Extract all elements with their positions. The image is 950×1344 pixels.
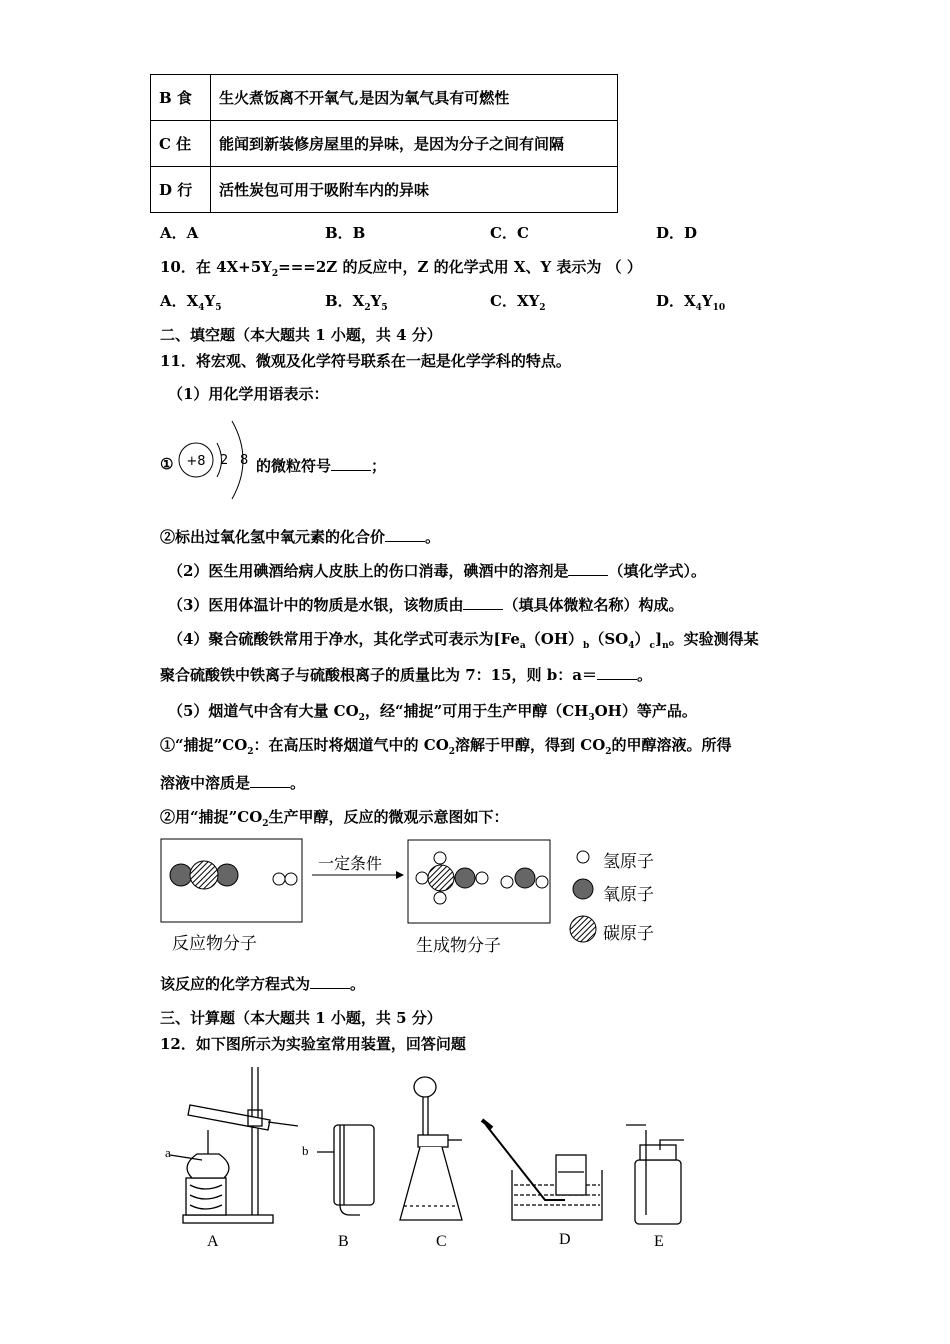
apparatus-label-c: C bbox=[436, 1233, 447, 1250]
reactant-box bbox=[161, 839, 302, 922]
shell2-count: 8 bbox=[240, 453, 249, 468]
q11-part2: （2）医生用碘酒给病人皮肤上的伤口消毒，碘酒中的溶剂是 （填化学式）。 bbox=[168, 562, 706, 580]
q10-choice-a[interactable]: A．$X_4Y_5$ bbox=[160, 292, 222, 313]
q9-choice-d[interactable]: D．D bbox=[656, 224, 698, 242]
reactant-caption: 反应物分子 bbox=[172, 934, 257, 954]
q12-stem: 12．如下图所示为实验室常用装置，回答问题 bbox=[160, 1035, 466, 1053]
q11-equation: 该反应的化学方程式为 。 bbox=[160, 975, 366, 993]
pointer-a: a bbox=[165, 1145, 171, 1160]
arrow-label: 一定条件 bbox=[318, 854, 383, 873]
apparatus-label-b: B bbox=[338, 1233, 349, 1250]
shell1-count: 2 bbox=[220, 453, 229, 468]
pointer-b: b bbox=[302, 1143, 309, 1158]
oxygen-atom bbox=[455, 868, 475, 888]
q10-stem: 10．在 $4X+5Y_2===2Z$ 的反应中，Z 的化学式用 X、Y 表示为 （ ） bbox=[160, 258, 642, 279]
legend-oxygen-label: 氧原子 bbox=[603, 885, 654, 905]
q11-part5-1: ①“捕捉$”CO_2$：在高压时将烟道气中的 $CO_2$溶解于甲醇，得到 $CO_2$的甲醇溶液。所得 bbox=[160, 736, 732, 757]
table-key: D 行 bbox=[151, 167, 211, 213]
answer-blank[interactable] bbox=[597, 664, 637, 680]
apparatus-label-a: A bbox=[207, 1233, 219, 1250]
answer-blank[interactable] bbox=[331, 455, 371, 471]
nucleus-charge: +8 bbox=[186, 454, 206, 469]
arrowhead bbox=[396, 871, 404, 879]
hydrogen-atom bbox=[434, 852, 446, 864]
q9-choice-b[interactable]: B．B bbox=[325, 224, 366, 242]
apparatus-c bbox=[400, 1077, 462, 1220]
carbon-atom bbox=[428, 865, 454, 891]
apparatus-label-e: E bbox=[654, 1233, 664, 1250]
atom-structure-diagram bbox=[174, 413, 254, 503]
q9-choice-c[interactable]: C．C bbox=[490, 224, 529, 242]
apparatus-e bbox=[626, 1125, 684, 1224]
q10-choice-b[interactable]: B．$X_2Y_5$ bbox=[325, 292, 388, 313]
hydrogen-atom bbox=[476, 872, 488, 884]
q11-part4: （4）聚合硫酸铁常用于净水，其化学式可表示为$[Fe_a(OH)_b(SO_4)_c]_n$。实验测得某 bbox=[168, 630, 759, 651]
table-text: 活性炭包可用于吸附车内的异味 bbox=[211, 167, 618, 213]
section-heading: 二、填空题（本大题共 1 小题，共 4 分） bbox=[160, 326, 442, 344]
carbon-atom bbox=[190, 861, 218, 889]
legend-hydrogen-label: 氢原子 bbox=[603, 852, 654, 872]
table-text: 能闻到新装修房屋里的异味，是因为分子之间有间隔 bbox=[211, 121, 618, 167]
q11-stem: 11．将宏观、微观及化学符号联系在一起是化学学科的特点。 bbox=[160, 352, 571, 370]
table-key: C 住 bbox=[151, 121, 211, 167]
q11-part1-1: 的微粒符号 ； bbox=[256, 457, 387, 475]
hydrogen-atom bbox=[536, 876, 548, 888]
product-box bbox=[408, 840, 550, 923]
apparatus-a bbox=[170, 1067, 298, 1223]
q11-part1: （1）用化学用语表示： bbox=[168, 385, 329, 403]
q11-part4-line2: 聚合硫酸铁中铁离子与硫酸根离子的质量比为 7：15，则 b：a＝ 。 bbox=[160, 666, 652, 684]
oxygen-atom bbox=[515, 868, 535, 888]
table-row bbox=[151, 121, 618, 167]
apparatus-d bbox=[482, 1120, 602, 1220]
q11-part1-2: ②标出过氧化氢中氧元素的化合价 。 bbox=[160, 528, 441, 546]
q11-part5-2: ②用“捕捉$”CO_2$生产甲醇，反应的微观示意图如下： bbox=[160, 808, 509, 829]
answer-blank[interactable] bbox=[568, 560, 608, 576]
q10-choice-d[interactable]: D．$X_4Y_{10}$ bbox=[656, 292, 726, 313]
hydrogen-atom bbox=[285, 873, 297, 885]
q9-choice-a[interactable]: A．A bbox=[160, 224, 199, 242]
table-row bbox=[151, 75, 618, 121]
legend-carbon-label: 碳原子 bbox=[603, 924, 654, 944]
oxygen-atom bbox=[216, 864, 238, 886]
table-row bbox=[151, 167, 618, 213]
options-table bbox=[150, 74, 618, 213]
hydrogen-atom bbox=[501, 876, 513, 888]
apparatus-b bbox=[317, 1125, 374, 1215]
legend-hydrogen bbox=[577, 851, 589, 863]
q11-part3: （3）医用体温计中的物质是水银，该物质由 （填具体微粒名称）构成。 bbox=[168, 596, 684, 614]
answer-blank[interactable] bbox=[385, 526, 425, 542]
q11-part5: （5）烟道气中含有大量 $CO_2$，经“捕捉”可用于生产甲醇$(CH_3OH)$等产品。 bbox=[168, 702, 697, 723]
q11-part5-1-line2: 溶液中溶质是 。 bbox=[160, 774, 306, 792]
answer-blank[interactable] bbox=[463, 594, 503, 610]
table-text: 生火煮饭离不开氧气,是因为氧气具有可燃性 bbox=[211, 75, 618, 121]
hydrogen-atom bbox=[434, 892, 446, 904]
answer-blank[interactable] bbox=[250, 772, 290, 788]
answer-blank[interactable] bbox=[310, 973, 350, 989]
apparatus-label-d: D bbox=[559, 1231, 571, 1248]
section-heading: 三、计算题（本大题共 1 小题，共 5 分） bbox=[160, 1009, 442, 1027]
hydrogen-atom bbox=[273, 873, 285, 885]
q11-part1-1-prefix: ① bbox=[160, 455, 174, 473]
oxygen-atom bbox=[170, 864, 192, 886]
table-key: B 食 bbox=[151, 75, 211, 121]
legend-oxygen bbox=[573, 879, 593, 899]
legend-carbon bbox=[570, 916, 596, 942]
q10-choice-c[interactable]: C．$XY_2$ bbox=[490, 292, 546, 313]
product-caption: 生成物分子 bbox=[416, 936, 501, 956]
hydrogen-atom bbox=[416, 872, 428, 884]
